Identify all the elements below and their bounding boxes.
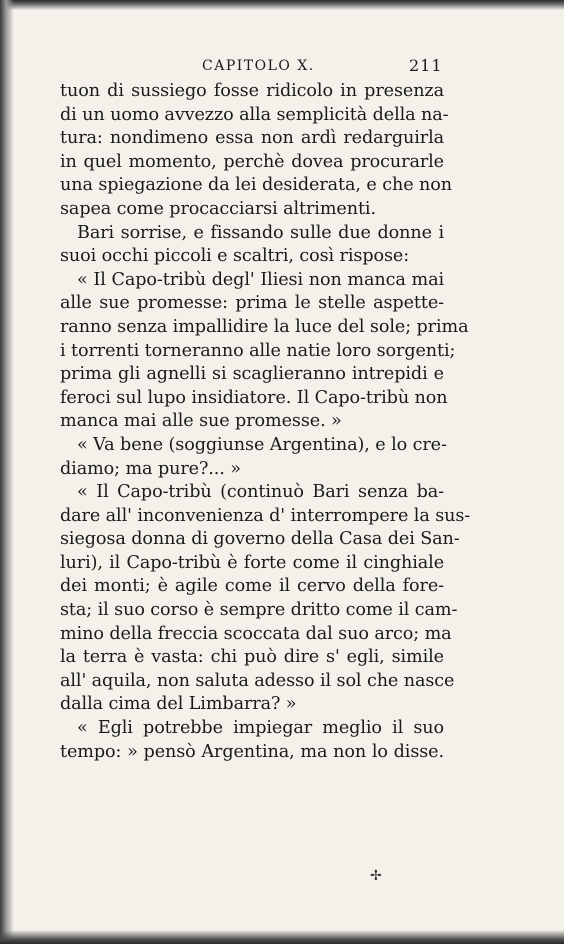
text-line: « Il Capo-tribù degl' Iliesi non manca mai	[77, 269, 444, 290]
text-line: dalla cima del Limbarra? »	[60, 694, 297, 715]
body-text	[60, 80, 471, 764]
text-line: suoi occhi piccoli e scaltri, così rispose:	[60, 246, 410, 267]
page-edge-shadow-top	[0, 0, 564, 10]
text-line: prima gli agnelli si scaglieranno intrepidi e	[60, 364, 444, 385]
text-line: all' aquila, non saluta adesso il sol che nasce	[60, 670, 455, 691]
text-line: diamo; ma pure?... »	[60, 458, 241, 479]
text-line: dei monti; è agile come il cervo della fore-	[60, 576, 444, 597]
text-line: « Va bene (soggiunse Argentina), e lo cre-	[77, 434, 447, 455]
page-number: 211	[409, 56, 443, 75]
text-line: alle sue promesse: prima le stelle aspette-	[60, 293, 444, 314]
running-head	[0, 58, 564, 78]
text-line: dare all' inconvenienza d' interrompere la sus-	[60, 505, 471, 526]
text-line: tempo: » pensò Argentina, ma non lo disse.	[60, 741, 444, 762]
text-line: la terra è vasta: chi può dire s' egli, simile	[60, 647, 444, 668]
text-line: di un uomo avvezzo alla semplicità della na-	[60, 104, 449, 125]
text-line: i torrenti torneranno alle natie loro sorgenti;	[60, 340, 456, 361]
text-line: in quel momento, perchè dovea procurarle	[60, 151, 444, 172]
text-line: una spiegazione da lei desiderata, e che non	[60, 175, 452, 196]
chapter-title: CAPITOLO X.	[202, 58, 315, 74]
text-line: « Il Capo-tribù (continuò Bari senza ba-	[77, 482, 444, 503]
text-line: luri), il Capo-tribù è forte come il cinghiale	[60, 552, 444, 573]
text-line: tuon di sussiego fosse ridicolo in presenza	[60, 81, 444, 101]
page-edge-shadow-bottom	[0, 930, 564, 944]
text-line: siegosa donna di governo della Casa dei San-	[60, 529, 460, 550]
text-line: tura: nondimeno essa non ardì redarguirla	[60, 128, 444, 149]
text-line: Bari sorrise, e fissando sulle due donne i	[77, 222, 444, 243]
text-line: feroci sul lupo insidiatore. Il Capo-tribù non	[60, 387, 448, 408]
text-line: manca mai alle sue promesse. »	[60, 411, 342, 432]
text-line: sapea come procacciarsi altrimenti.	[60, 198, 376, 219]
page-edge-shadow-left	[0, 0, 14, 944]
text-line: « Egli potrebbe impiegar meglio il suo	[77, 718, 444, 739]
text-line: ranno senza impallidire la luce del sole; prima	[60, 316, 469, 337]
text-line: mino della freccia scoccata dal suo arco; ma	[60, 623, 452, 644]
text-line: sta; il suo corso è sempre dritto come il cam-	[60, 600, 458, 621]
printer-mark-icon: ✢	[370, 868, 382, 884]
